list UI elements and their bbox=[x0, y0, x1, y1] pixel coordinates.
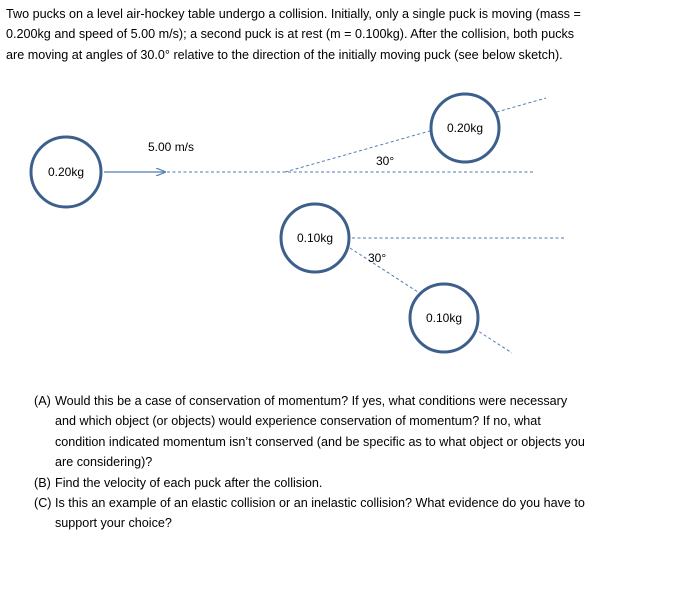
question-a-label: (A) bbox=[34, 394, 51, 408]
puck-large-after bbox=[431, 94, 499, 162]
question-c-line-2: support your choice? bbox=[55, 516, 172, 531]
angle-lower-label: 30° bbox=[368, 251, 387, 265]
path-large-puck-after bbox=[285, 98, 546, 172]
question-c bbox=[34, 493, 654, 534]
question-list bbox=[34, 391, 654, 534]
question-a bbox=[34, 391, 654, 473]
problem-line-2: 0.200kg and speed of 5.00 m/s); a second puck is at rest (m = 0.100kg). After the collision, both pucks bbox=[6, 27, 575, 42]
problem-line-1: Two pucks on a level air-hockey table undergo a collision. Initially, only a single puck is moving (mass = bbox=[6, 7, 581, 21]
puck-small-after bbox=[410, 284, 478, 352]
puck-initial bbox=[31, 137, 101, 207]
question-a-line-3: condition indicated momentum isn’t conserved (and be specific as to what object or objects you bbox=[55, 434, 585, 449]
puck-target bbox=[281, 204, 349, 272]
question-b-label: (B) bbox=[34, 475, 51, 490]
question-a-line-4: are considering)? bbox=[55, 455, 153, 470]
puck-initial-mass-label: 0.20kg bbox=[47, 165, 85, 179]
question-a-line-2: and which object (or objects) would experience conservation of momentum? If no, what bbox=[55, 414, 541, 429]
puck-target-mass-label: 0.10kg bbox=[296, 231, 334, 245]
initial-speed-label: 5.00 m/s bbox=[148, 140, 195, 154]
question-b-line-1: Find the velocity of each puck after the collision. bbox=[55, 475, 323, 490]
problem-line-3: are moving at angles of 30.0° relative to the direction of the initially moving puck (see below sketch). bbox=[6, 47, 563, 62]
question-c-label: (C) bbox=[34, 496, 52, 511]
puck-small-after-mass-label: 0.10kg bbox=[425, 311, 463, 325]
puck-large-after-mass-label: 0.20kg bbox=[446, 121, 484, 135]
angle-upper-label: 30° bbox=[376, 154, 395, 168]
question-a-line-1: Would this be a case of conservation of momentum? If yes, what conditions were necessary bbox=[55, 394, 568, 408]
question-c-line-1: Is this an example of an elastic collision or an inelastic collision? What evidence do you have to bbox=[55, 496, 585, 511]
question-b bbox=[34, 473, 654, 493]
